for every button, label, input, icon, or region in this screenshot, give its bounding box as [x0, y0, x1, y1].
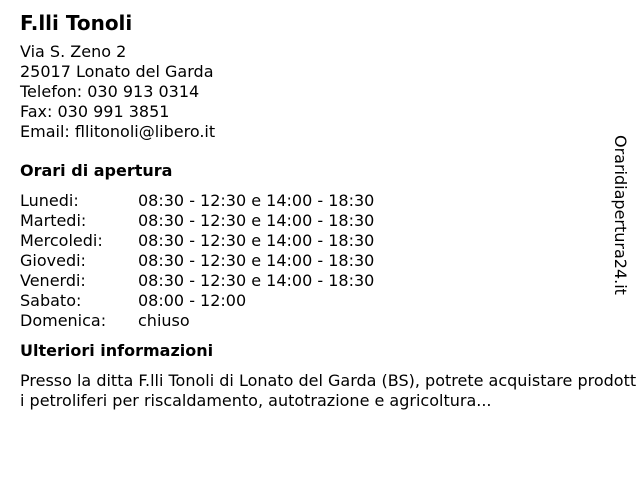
day-label: Venerdi:: [20, 271, 86, 290]
time-value: 08:30 - 12:30 e 14:00 - 18:30: [138, 191, 375, 210]
email-line: Email: fllitonoli@libero.it: [20, 122, 216, 141]
business-name: F.lli Tonoli: [20, 11, 133, 35]
day-label: Domenica:: [20, 311, 107, 330]
site-watermark: Oraridiapertura24.it: [611, 135, 630, 295]
info-heading: Ulteriori informazioni: [20, 341, 214, 360]
fax-line: Fax: 030 991 3851: [20, 102, 170, 121]
time-value: 08:30 - 12:30 e 14:00 - 18:30: [138, 251, 375, 270]
hours-row: [20, 251, 620, 271]
day-label: Mercoledi:: [20, 231, 103, 250]
time-value: 08:30 - 12:30 e 14:00 - 18:30: [138, 271, 375, 290]
time-value: 08:30 - 12:30 e 14:00 - 18:30: [138, 231, 375, 250]
hours-row: [20, 191, 620, 211]
hours-row: [20, 311, 620, 331]
time-value: 08:30 - 12:30 e 14:00 - 18:30: [138, 211, 375, 230]
hours-row: [20, 271, 620, 291]
hours-table: [20, 191, 620, 331]
info-description: Presso la ditta F.lli Tonoli di Lonato del Garda (BS), potrete acquistare prodotti petroliferi per riscaldamento, autotrazione e agricoltura...: [20, 371, 637, 410]
hours-heading: Orari di apertura: [20, 161, 173, 180]
hours-row: [20, 231, 620, 251]
day-label: Lunedi:: [20, 191, 79, 210]
hours-row: [20, 211, 620, 231]
day-label: Giovedi:: [20, 251, 86, 270]
time-value: 08:00 - 12:00: [138, 291, 247, 310]
day-label: Sabato:: [20, 291, 82, 310]
address-block: [20, 42, 620, 142]
address-city: 25017 Lonato del Garda: [20, 62, 214, 81]
hours-row: [20, 291, 620, 311]
address-street: Via S. Zeno 2: [20, 42, 127, 61]
phone-line: Telefon: 030 913 0314: [20, 82, 200, 101]
time-value: chiuso: [138, 311, 190, 330]
day-label: Martedi:: [20, 211, 87, 230]
